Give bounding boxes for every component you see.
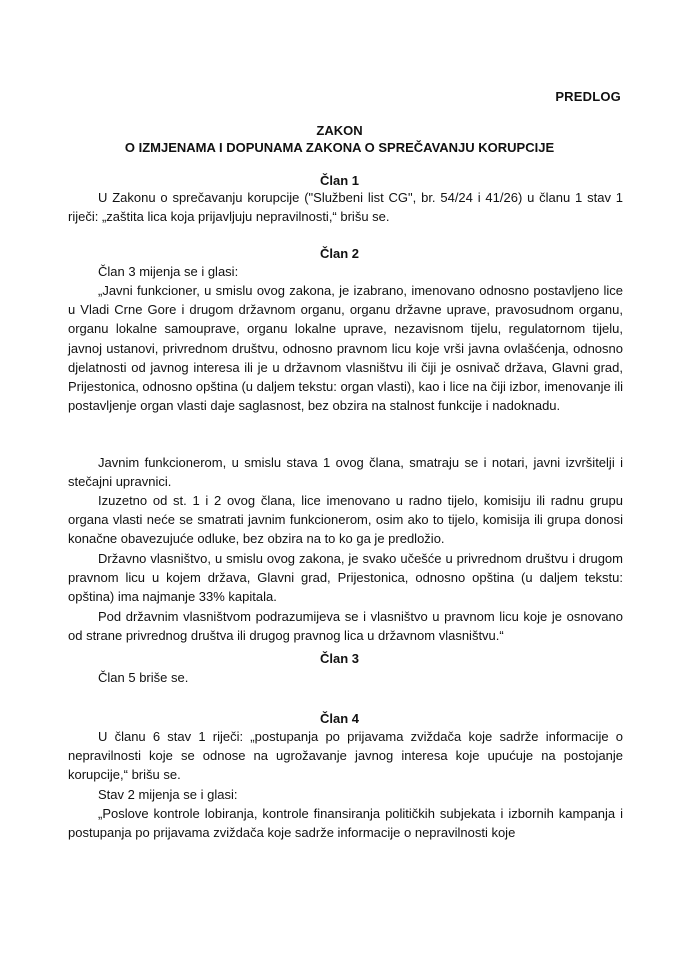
article-3-heading: Član 3 — [319, 651, 359, 666]
proposal-label: PREDLOG — [555, 89, 621, 104]
article-1-paragraph-1: U Zakonu o sprečavanju korupcije ("Službeni list CG", br. 54/24 i 41/26) u članu 1 stav 1 riječi: „zaštita lica koja prijavljuju nepravilnosti,“ brišu se. — [68, 190, 623, 225]
law-title: ZAKON — [316, 123, 363, 138]
article-2-paragraph-6: Pod državnim vlasništvom podrazumijeva se i vlasništvo u pravnom licu koje je osnovano od strane privrednog društva ili drugog pravnog lica u državnom vlasništvu.“ — [68, 609, 623, 644]
article-2-paragraph-5: Državno vlasništvo, u smislu ovog zakona, je svako učešće u privrednom društvu i drugom pravnom licu u kojem država, Glavni grad, Prijestonica, odnosno opština (u daljem tekstu: opština) ima najmanje 33% kapitala. — [68, 551, 623, 605]
article-4-paragraph-3: „Poslove kontrole lobiranja, kontrole finansiranja političkih subjekata i izbornih kampanja i postupanja po prijavama zviždača koje sadrže informacije o nepravilnosti koje — [68, 806, 623, 841]
article-2-paragraph-2: „Javni funkcioner, u smislu ovog zakona, je izabrano, imenovano odnosno postavljeno lice u Vladi Crne Gore i drugom državnom organu, organu državne uprave, pravosudnom organu, organu lokalne samouprave, organu lokalne uprave, nezavisnom tijelu, regulatornom tijelu, javnoj ustanovi, privrednom društvu, odnosno pravnom licu koje vrši javna ovlašćenja, odnosno djelatnosti od javnog interesa ili je u državnom vlasništvu ili čiji je osnivač država, Glavni grad, Prijestonica, odnosno opština (u daljem tekstu: organ vlasti), kao i lice na čiji izbor, imenovanje ili postavljenje organ vlasti daje saglasnost, bez obzira na stalnost funkcije i nadoknadu. — [68, 283, 623, 414]
article-4-paragraph-1: U članu 6 stav 1 riječi: „postupanja po prijavama zviždača koje sadrže informacije o nepravilnosti koje se odnose na ugrožavanje javnog interesa koje upućuje na postojanje korupcije,“ brišu se. — [68, 729, 623, 783]
article-4-heading: Član 4 — [319, 711, 359, 726]
article-4-paragraph-2: Stav 2 mijenja se i glasi: — [98, 787, 238, 802]
article-1-heading: Član 1 — [319, 173, 359, 188]
article-3-paragraph-1: Član 5 briše se. — [98, 670, 189, 685]
law-subtitle: O IZMJENAMA I DOPUNAMA ZAKONA O SPREČAVANJU KORUPCIJE — [124, 140, 555, 155]
article-2-heading: Član 2 — [319, 246, 359, 261]
article-2-paragraph-3: Javnim funkcionerom, u smislu stava 1 ovog člana, smatraju se i notari, javni izvršitelji i stečajni upravnici. — [68, 455, 623, 490]
article-2-paragraph-1: Član 3 mijenja se i glasi: — [98, 264, 239, 279]
article-2-paragraph-4: Izuzetno od st. 1 i 2 ovog člana, lice imenovano u radno tijelo, komisiju ili radnu grupu organa vlasti neće se smatrati javnim funkcionerom, osim ako to tijelo, komisija ili grupa donosi konačne obavezujuće odluke, bez obzira na to ko ga je predložio. — [68, 493, 623, 547]
